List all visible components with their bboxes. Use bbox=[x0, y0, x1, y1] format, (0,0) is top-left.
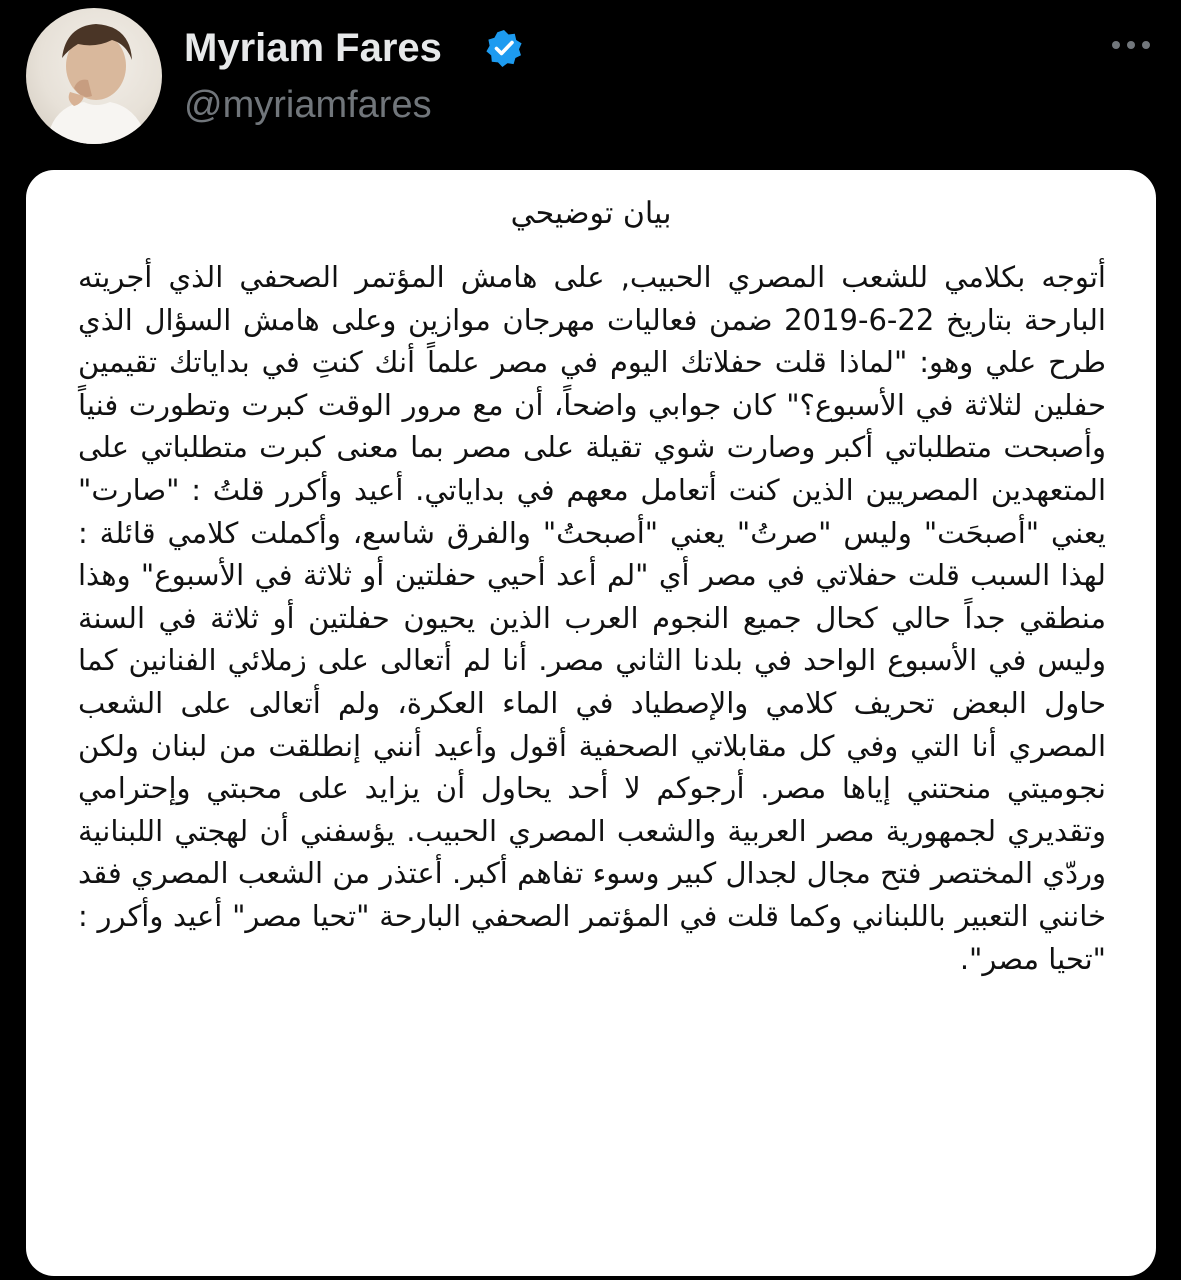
tweet-header bbox=[0, 0, 1181, 160]
profile-photo bbox=[26, 8, 162, 144]
avatar[interactable] bbox=[26, 8, 162, 144]
verified-badge-icon bbox=[484, 28, 524, 68]
display-name[interactable]: Myriam Fares bbox=[184, 26, 442, 70]
tweet-image-card[interactable] bbox=[26, 170, 1156, 1276]
statement-body: أتوجه بكلامي للشعب المصري الحبيب, على هامش المؤتمر الصحفي الذي أجريته البارحة بتاريخ 22-6-2019 ضمن فعاليات مهرجان موازين وعلى هامش السؤال الذي طرح علي وهو: "لماذا قلت حفلاتك اليوم في مصر علماً أنك كنتِ في بداياتك تقيمين حفلين لثلاثة في الأسبوع؟" كان جوابي واضحاً، أن مع مرور الوقت كبرت وتطورت فنياً وأصبحت متطلباتي أكبر وصارت شوي تقيلة على مصر بما معنى كبرت متطلباتي على المتعهدين المصريين الذين كنت أتعامل معهم في بداياتي. أعيد وأكرر قلتُ : "صارت" يعني "أصبحَت" وليس "صرتُ" يعني "أصبحتُ" والفرق شاسع، وأكملت كلامي قائلة : لهذا السبب قلت حفلاتي في مصر أي "لم أعد أحيي حفلتين أو ثلاثة في الأسبوع" وهذا منطقي جداً حالي كحال جميع النجوم العرب الذين يحيون حفلتين أو ثلاثة في السنة وليس في الأسبوع الواحد في بلدنا الثاني مصر. أنا لم أتعالى على زملائي الفنانين كما حاول البعض تحريف كلامي والإصطياد في الماء العكرة، ولم أتعالى على الشعب المصري أنا التي وفي كل مقابلاتي الصحفية أقول وأعيد أنني إنطلقت من لبنان ولكن نجوميتي منحتني إياها مصر. أرجوكم لا أحد يحاول أن يزايد على محبتي وإحترامي وتقديري لجمهورية مصر العربية والشعب المصري الحبيب. يؤسفني أن لهجتي اللبنانية وردّي المختصر فتح مجال لجدال كبير وسوء تفاهم أكبر. أعتذر من الشعب المصري فقد خانني التعبير باللبناني وكما قلت في المؤتمر الصحفي البارحة "تحيا مصر" أعيد وأكرر : "تحيا مصر". bbox=[78, 260, 1106, 976]
statement-title: بيان توضيحي bbox=[510, 196, 672, 231]
user-handle[interactable]: @myriamfares bbox=[184, 84, 432, 126]
more-options-icon[interactable] bbox=[1108, 30, 1154, 60]
